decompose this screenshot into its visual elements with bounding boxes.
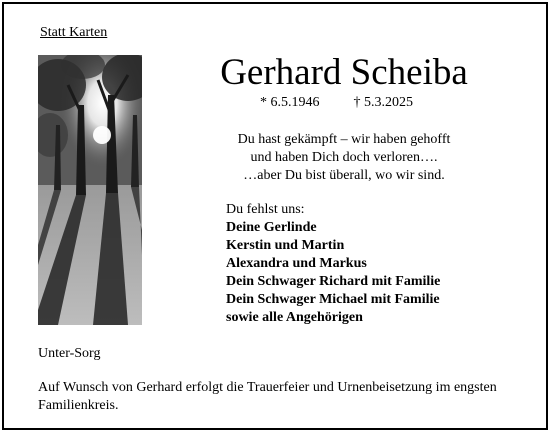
obituary-card xyxy=(2,2,548,430)
mourners-intro: Du fehlst uns: xyxy=(226,202,305,217)
mourner-name: Deine Gerlinde xyxy=(226,220,317,235)
deceased-name: Gerhard Scheiba xyxy=(220,52,468,93)
mourner-name: Alexandra und Markus xyxy=(226,256,367,271)
mourner-name: Dein Schwager Richard mit Familie xyxy=(226,274,441,289)
statt-karten-label: Statt Karten xyxy=(40,25,108,40)
funeral-notice: Auf Wunsch von Gerhard erfolgt die Trauerfeier und Urnenbeisetzung im engsten Familienkreis. xyxy=(38,380,497,413)
death-date: † 5.3.2025 xyxy=(353,95,413,110)
poem xyxy=(214,131,474,185)
birth-date: * 6.5.1946 xyxy=(260,95,320,110)
poem-line: …aber Du bist überall, wo wir sind. xyxy=(243,168,445,183)
mourners-block xyxy=(226,201,440,327)
mourner-name: sowie alle Angehörigen xyxy=(226,310,363,325)
trees-sunlight-photo xyxy=(38,55,142,325)
mourner-name: Kerstin und Martin xyxy=(226,238,345,253)
mourner-name: Dein Schwager Michael mit Familie xyxy=(226,292,440,307)
place-name: Unter-Sorg xyxy=(38,346,101,361)
poem-line: Du hast gekämpft – wir haben gehofft xyxy=(237,132,451,147)
poem-line: und haben Dich doch verloren…. xyxy=(250,150,438,165)
life-dates xyxy=(260,95,413,111)
